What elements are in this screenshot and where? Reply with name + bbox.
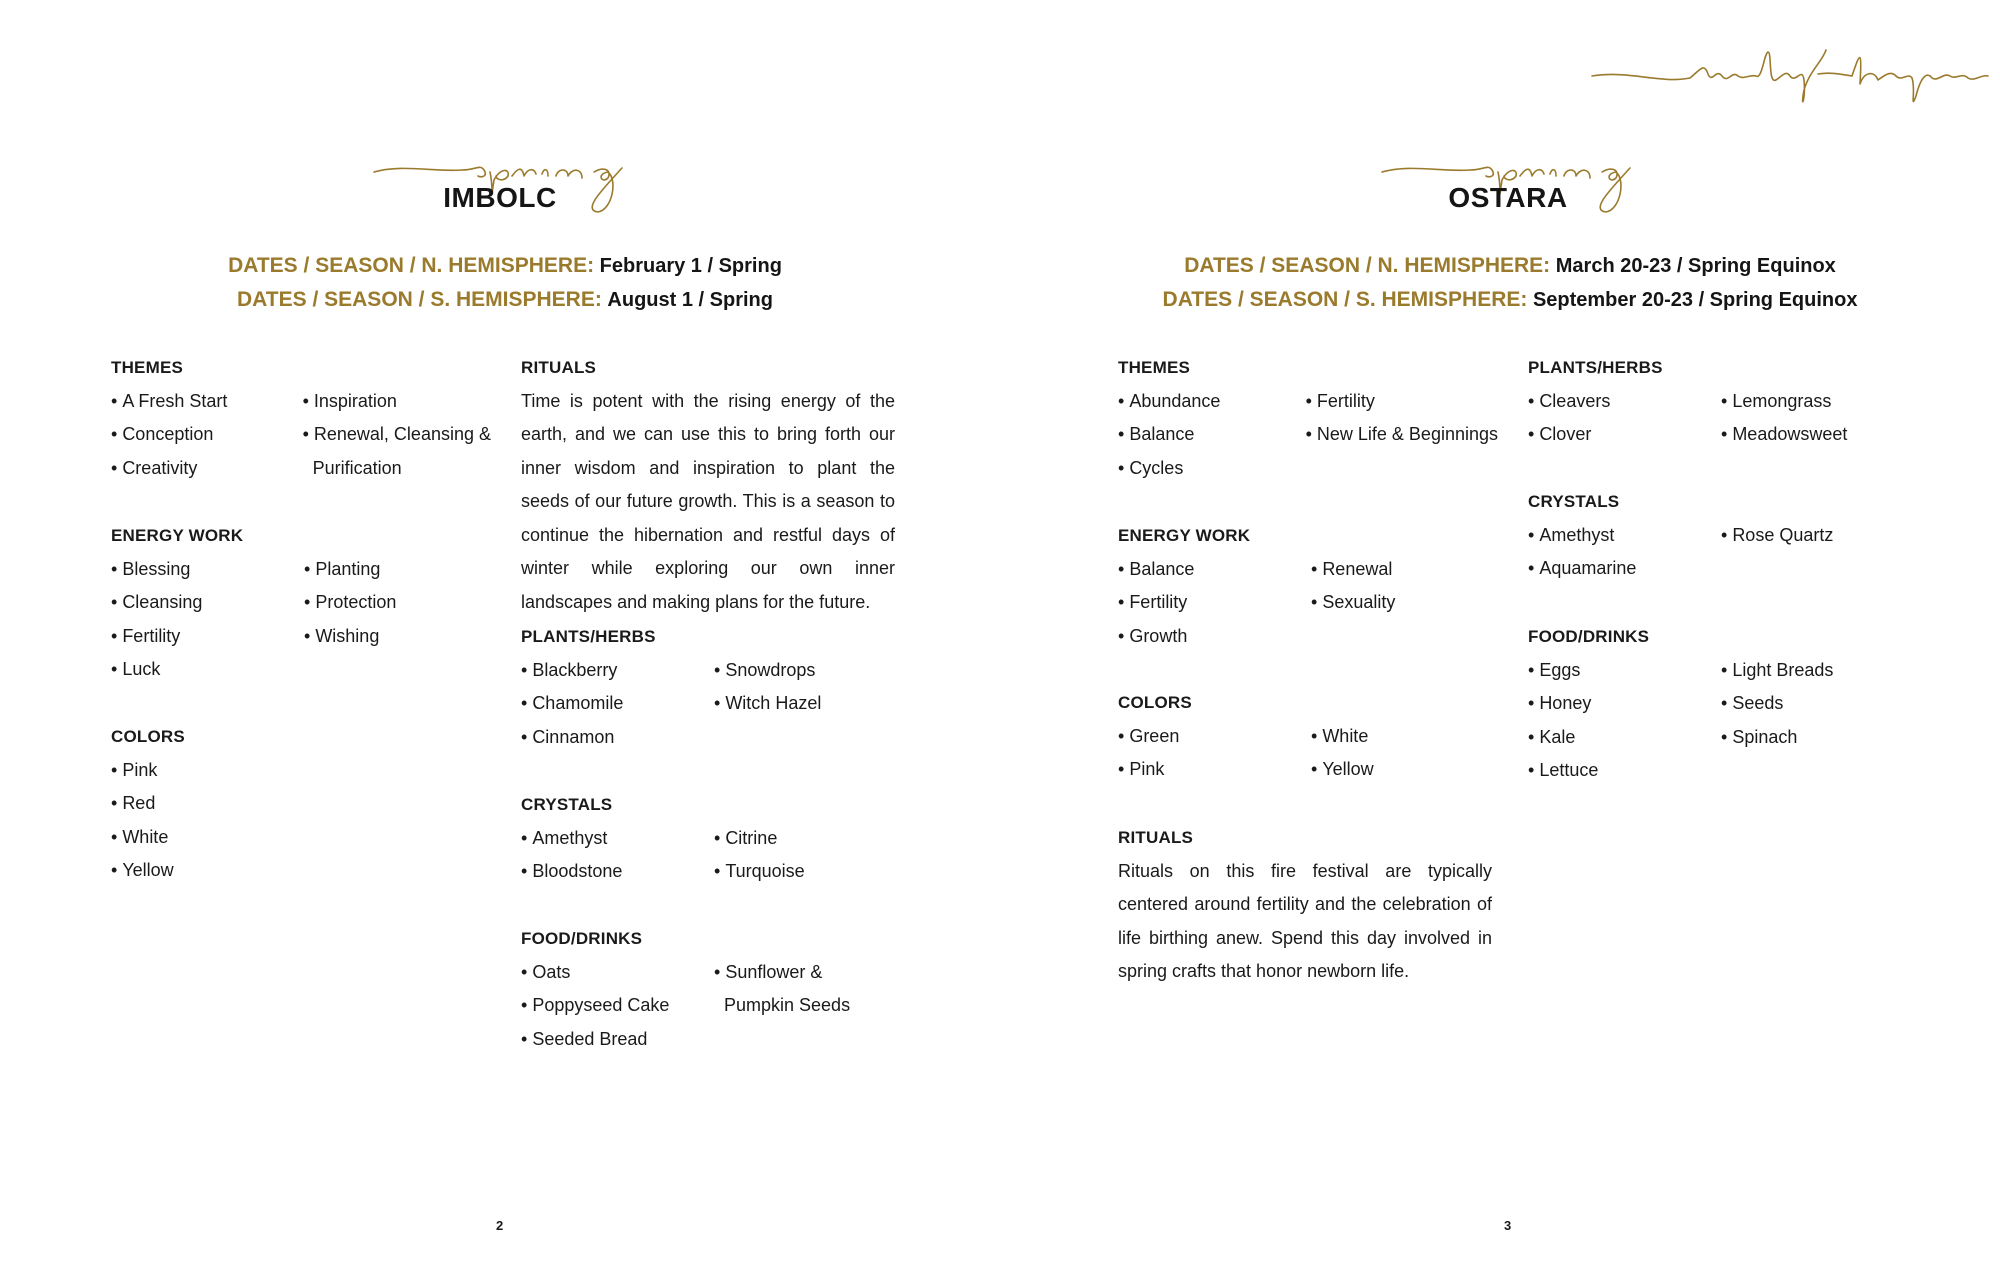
section-heading: PLANTS/HERBS (1528, 358, 1663, 377)
right-dates-south-value: September 20-23 / Spring Equinox (1532, 289, 1858, 311)
list-item: • Turquoise (714, 861, 805, 881)
list-item: • Renewal (1311, 558, 1393, 579)
list-item: • Wishing (304, 625, 380, 646)
list-item: • Meadowsweet (1721, 424, 1848, 444)
list-item: • Honey (1528, 693, 1592, 713)
left-page-title: IMBOLC (443, 182, 557, 213)
list-item: • Eggs (1528, 659, 1581, 680)
list-item: • Rose Quartz (1721, 524, 1834, 545)
list-item: • Light Breads (1721, 659, 1834, 680)
list-item: • Renewal, Cleansing & (302, 424, 491, 444)
list-item: • Fertility (111, 625, 181, 646)
list-item: • Snowdrops (714, 659, 816, 680)
list-item: • Seeded Bread (521, 1028, 648, 1049)
left-themes-section (111, 351, 491, 485)
list-item: • Amethyst (521, 827, 608, 848)
list-item: • A Fresh Start (111, 390, 228, 411)
left-dates-north-label: DATES / SEASON / N. HEMISPHERE: (228, 254, 595, 277)
list-item: • White (111, 826, 169, 847)
list-item: • Bloodstone (521, 861, 623, 881)
section-heading: RITUALS (1118, 828, 1194, 847)
list-item-continuation: Pumpkin Seeds (724, 995, 851, 1015)
right-plants-section (1528, 351, 1908, 452)
list-item: • Lemongrass (1721, 390, 1832, 411)
list-item: • Poppyseed Cake (521, 995, 670, 1015)
list-item: • Inspiration (302, 390, 397, 411)
list-item: • Fertility (1118, 592, 1188, 612)
list-item: • Blessing (111, 558, 191, 579)
right-dates-south (1110, 283, 1910, 317)
right-crystals-section (1528, 485, 1908, 586)
section-heading: RITUALS (521, 358, 597, 377)
list-item: • Chamomile (521, 693, 624, 713)
right-dates-north-label: DATES / SEASON / N. HEMISPHERE: (1184, 254, 1551, 277)
right-dates-north (1110, 249, 1910, 283)
section-heading: ENERGY WORK (111, 526, 244, 545)
list-item: • Citrine (714, 827, 778, 848)
section-heading: CRYSTALS (521, 795, 613, 814)
rituals-paragraph: Time is potent with the rising energy of the earth, and we can use this to bring forth our inner wisdom and inspiration to plant the seeds of our future growth. This is a season to continue the hibernation and restful days of winter while exploring our own inner landscapes and making plans for the future. (521, 390, 895, 612)
right-page-number: 3 (1504, 1218, 1512, 1233)
list-item: • Clover (1528, 424, 1592, 444)
left-food-section (521, 922, 901, 1056)
section-heading: CRYSTALS (1528, 492, 1620, 511)
list-item: • Kale (1528, 726, 1576, 747)
right-themes-section (1118, 351, 1498, 485)
list-item: • Aquamarine (1528, 558, 1637, 578)
list-item-continuation: Purification (312, 457, 402, 478)
left-crystals-section (521, 788, 901, 889)
left-dates-south-value: August 1 / Spring (607, 289, 773, 311)
right-dates-south-label: DATES / SEASON / S. HEMISPHERE: (1162, 288, 1528, 311)
list-item: • Witch Hazel (714, 693, 822, 713)
section-heading: PLANTS/HERBS (521, 627, 656, 646)
right-page-title: OSTARA (1448, 182, 1568, 213)
list-item: • Fertility (1305, 390, 1375, 411)
left-energy-work-section (111, 519, 491, 687)
list-item: • Balance (1118, 424, 1195, 444)
list-item: • Spinach (1721, 726, 1798, 747)
list-item: • Cycles (1118, 457, 1184, 478)
left-dates-north-value: February 1 / Spring (599, 255, 782, 277)
list-item: • Conception (111, 424, 214, 444)
list-item: • Pink (1118, 759, 1165, 779)
right-dates-block (1110, 249, 1910, 317)
list-item: • Sunflower & (714, 961, 823, 982)
section-heading: FOOD/DRINKS (521, 929, 643, 948)
list-item: • Cleavers (1528, 390, 1611, 411)
list-item: • Yellow (1311, 759, 1374, 779)
list-item: • Protection (304, 592, 397, 612)
right-energy-work-section (1118, 519, 1498, 653)
list-item: • Growth (1118, 625, 1188, 646)
left-dates-north (110, 249, 900, 283)
list-item: • Oats (521, 961, 571, 982)
right-colors-section (1118, 686, 1498, 787)
left-plants-section (521, 620, 901, 754)
list-item: • Lettuce (1528, 760, 1599, 780)
list-item: • Red (111, 793, 156, 813)
left-dates-south-label: DATES / SEASON / S. HEMISPHERE: (237, 288, 602, 311)
section-heading: FOOD/DRINKS (1528, 627, 1650, 646)
list-item: • Blackberry (521, 659, 618, 680)
list-item: • New Life & Beginnings (1305, 424, 1498, 444)
list-item: • Creativity (111, 457, 198, 478)
section-heading: ENERGY WORK (1118, 526, 1251, 545)
list-item: • White (1311, 725, 1369, 746)
left-page-number: 2 (496, 1218, 504, 1233)
left-dates-south (110, 283, 900, 317)
right-rituals-section (1118, 821, 1492, 989)
list-item: • Abundance (1118, 390, 1221, 411)
section-heading: COLORS (111, 727, 185, 746)
right-dates-north-value: March 20-23 / Spring Equinox (1555, 255, 1836, 277)
list-item: • Amethyst (1528, 524, 1615, 545)
list-item: • Yellow (111, 860, 174, 880)
list-item: • Sexuality (1311, 592, 1396, 612)
section-heading: COLORS (1118, 693, 1192, 712)
list-item: • Cleansing (111, 592, 203, 612)
list-item: • Balance (1118, 558, 1195, 579)
section-heading: THEMES (111, 358, 184, 377)
list-item: • Pink (111, 759, 158, 780)
wheel-of-the-year-script-logo (1590, 40, 1990, 115)
left-dates-block (110, 249, 900, 317)
left-colors-section (111, 720, 491, 888)
list-item: • Cinnamon (521, 726, 615, 747)
rituals-paragraph: Rituals on this fire festival are typically centered around fertility and the celebration of life birthing anew. Spend this day involved in spring crafts that honor newborn life. (1118, 860, 1492, 981)
list-item: • Planting (304, 558, 381, 579)
list-item: • Green (1118, 725, 1180, 746)
right-food-section (1528, 620, 1908, 788)
section-heading: THEMES (1118, 358, 1191, 377)
list-item: • Luck (111, 659, 161, 679)
left-rituals-section (521, 351, 895, 619)
list-item: • Seeds (1721, 693, 1784, 713)
